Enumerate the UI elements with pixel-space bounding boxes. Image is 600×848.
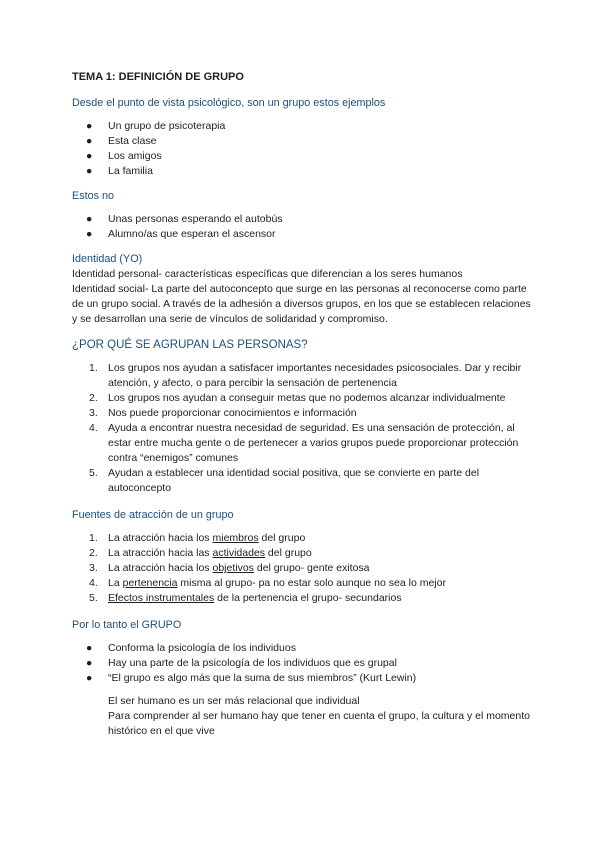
bullet-icon: ● xyxy=(86,657,93,669)
bullet-icon: ● xyxy=(86,120,93,132)
list-item: ● Esta clase xyxy=(86,135,157,147)
bullet-icon: ● xyxy=(86,672,93,684)
list-item: 1. Los grupos nos ayudan a satisfacer importantes necesidades psicosociales. Dar y recibir atención, y afecto, o para percibir la sensación de pertenencia xyxy=(89,362,522,389)
section-heading-identity: Identidad (YO) xyxy=(72,253,143,265)
paragraph-understanding: Para comprender al ser humano hay que tener en cuenta el grupo, la cultura y el momento histórico en el que vive xyxy=(108,710,530,737)
bullet-icon: ● xyxy=(86,165,93,177)
paragraph-social-identity: Identidad social- La parte del autoconcepto que surge en las personas al reconocerse como parte de un grupo social. A través de la adhesión a diversos grupos, en los que se establecen relaciones y se desarrollan una serie de vínculos de solidaridad y compromiso. xyxy=(72,283,531,325)
list-item: 5. Efectos instrumentales de la pertenencia el grupo- secundarios xyxy=(89,592,402,604)
numbered-list-attraction xyxy=(72,531,532,606)
bullet-icon: ● xyxy=(86,213,93,225)
list-item: ● Alumno/as que esperan el ascensor xyxy=(86,228,276,240)
list-item: ● La familia xyxy=(86,165,153,177)
section-heading-therefore-group: Por lo tanto el GRUPO xyxy=(72,619,182,631)
section-heading-group-examples: Desde el punto de vista psicológico, son un grupo estos ejemplos xyxy=(72,97,386,109)
paragraph-relational: El ser humano es un ser más relacional que individual xyxy=(108,695,360,707)
bullet-icon: ● xyxy=(86,135,93,147)
bullet-icon: ● xyxy=(86,150,93,162)
bullet-icon: ● xyxy=(86,228,93,240)
section-heading-why-group: ¿POR QUÉ SE AGRUPAN LAS PERSONAS? xyxy=(72,339,308,351)
numbered-list-why-group xyxy=(72,361,532,496)
list-item: 4. La pertenencia misma al grupo- pa no estar solo aunque no sea lo mejor xyxy=(89,577,446,589)
list-item: 2. Los grupos nos ayudan a conseguir metas que no podemos alcanzar individualmente xyxy=(89,392,506,404)
list-item: ● Hay una parte de la psicología de los individuos que es grupal xyxy=(86,657,397,669)
paragraph-personal-identity: Identidad personal- características específicas que diferencian a los seres humanos xyxy=(72,268,463,280)
identity-section xyxy=(72,252,532,327)
list-item: ● “El grupo es algo más que la suma de sus miembros” (Kurt Lewin) xyxy=(86,672,417,684)
document-title: TEMA 1: DEFINICIÓN DE GRUPO xyxy=(72,71,244,83)
list-item: 4. Ayuda a encontrar nuestra necesidad de seguridad. Es una sensación de protección, al estar entre mucha gente o de pertenecer a varios grupos puede proporcionar protección contra “enemigos” comunes xyxy=(89,422,519,464)
list-item: 2. La atracción hacia las actividades del grupo xyxy=(89,547,312,559)
list-item: ● Unas personas esperando el autobús xyxy=(86,213,283,225)
section-heading-attraction: Fuentes de atracción de un grupo xyxy=(72,509,234,521)
closing-paragraphs xyxy=(72,694,532,739)
list-item: ● Los amigos xyxy=(86,150,162,162)
list-item: 5. Ayudan a establecer una identidad social positiva, que se convierte en parte del autoconcepto xyxy=(89,467,480,494)
list-item: 1. La atracción hacia los miembros del grupo xyxy=(89,532,306,544)
bullet-list-therefore-group xyxy=(72,641,532,686)
bullet-list-not-groups xyxy=(72,212,532,242)
list-item: ● Conforma la psicología de los individuos xyxy=(86,642,296,654)
document-body xyxy=(72,70,532,739)
bullet-icon: ● xyxy=(86,642,93,654)
list-item: ● Un grupo de psicoterapia xyxy=(86,120,226,132)
list-item: 3. Nos puede proporcionar conocimientos e información xyxy=(89,407,357,419)
list-item: 3. La atracción hacia los objetivos del grupo- gente exitosa xyxy=(89,562,370,574)
bullet-list-group-examples xyxy=(72,119,532,179)
section-heading-not-groups: Estos no xyxy=(72,190,115,202)
